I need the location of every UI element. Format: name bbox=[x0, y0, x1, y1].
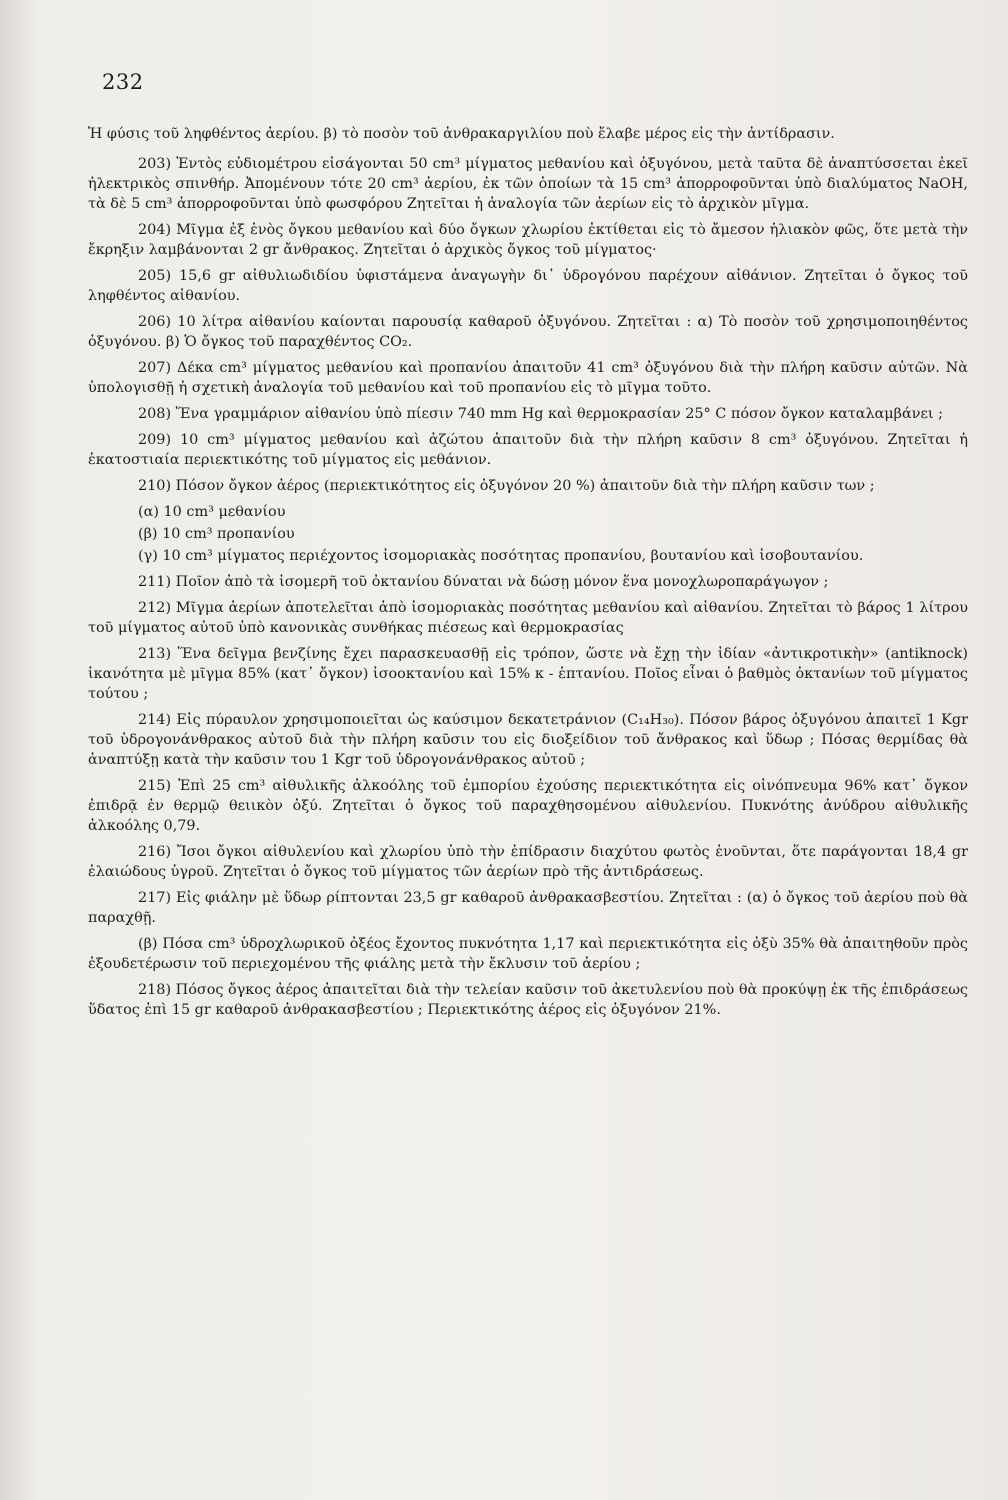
problem-210: 210) Πόσον ὄγκον ἀέρος (περιεκτικότητος εἰς ὀξυγόνον 20 %) ἀπαιτοῦν διὰ τὴν πλήρη καῦσιν των ; bbox=[138, 478, 875, 494]
problem-210-part-b: (β) 10 cm³ προπανίου bbox=[138, 526, 295, 542]
problem-204: 204) Μῖγμα ἐξ ἑνὸς ὄγκου μεθανίου καὶ δύο ὄγκων χλωρίου ἐκτίθεται εἰς τὸ ἄμεσον ἡλιακὸν φῶς, ὅτε μετὰ τὴν ἔκρηξιν λαμβάνονται 2 gr ἄνθρακος. Ζητεῖται ὁ ἀρχικὸς ὄγκος τοῦ μίγματος· bbox=[88, 222, 968, 258]
problem-212: 212) Μῖγμα ἀερίων ἀποτελεῖται ἀπὸ ἰσομοριακὰς ποσότητας μεθανίου καὶ αἰθανίου. Ζητεῖται τὸ βάρος 1 λίτρου τοῦ μίγματος αὐτοῦ ὑπὸ κανονικὰς συνθήκας πιέσεως καὶ θερμοκρασίας bbox=[88, 600, 968, 636]
problem-210-part-c: (γ) 10 cm³ μίγματος περιέχοντος ἰσομοριακὰς ποσότητας προπανίου, βουτανίου καὶ ἰσοβουτανίου. bbox=[138, 548, 864, 564]
problem-209: 209) 10 cm³ μίγματος μεθανίου καὶ ἀζώτου ἀπαιτοῦν διὰ τὴν πλήρη καῦσιν 8 cm³ ὀξυγόνου. Ζητεῖται ἡ ἑκατοστιαία περιεκτικότης τοῦ μίγματος εἰς μεθάνιον. bbox=[88, 432, 968, 468]
problem-213: 213) Ἕνα δεῖγμα βενζίνης ἔχει παρασκευασθῇ εἰς τρόπον, ὥστε νὰ ἔχῃ τὴν ἰδίαν «ἀντικροτικὴν» (antiknock) ἱκανότητα μὲ μῖγμα 85% (κατ᾽ ὄγκον) ἰσοοκτανίου καὶ 15% κ - ἑπτανίου. Ποῖος εἶναι ὁ βαθμὸς ὀκτανίων τοῦ μίγματος τούτου ; bbox=[88, 646, 968, 702]
page-number: 232 bbox=[102, 70, 144, 94]
problem-207: 207) Δέκα cm³ μίγματος μεθανίου καὶ προπανίου ἀπαιτοῦν 41 cm³ ὀξυγόνου διὰ τὴν πλήρη καῦσιν αὐτῶν. Νὰ ὑπολογισθῇ ἡ σχετικὴ ἀναλογία τοῦ μεθανίου καὶ τοῦ προπανίου εἰς τὸ μῖγμα τοῦτο. bbox=[88, 360, 968, 396]
problem-216: 216) Ἴσοι ὄγκοι αἰθυλενίου καὶ χλωρίου ὑπὸ τὴν ἐπίδρασιν διαχύτου φωτὸς ἑνοῦνται, ὅτε παράγονται 18,4 gr ἐλαιώδους ὑγροῦ. Ζητεῖται ὁ ὄγκος τοῦ μίγματος τῶν ἀερίων πρὸ τῆς ἀντιδράσεως. bbox=[88, 844, 968, 880]
problem-210-part-a: (α) 10 cm³ μεθανίου bbox=[138, 504, 286, 520]
problem-217-part-b: (β) Πόσα cm³ ὑδροχλωρικοῦ ὀξέος ἔχοντος πυκνότητα 1,17 καὶ περιεκτικότητα εἰς ὀξὺ 35% θὰ ἀπαιτηθοῦν πρὸς ἐξουδετέρωσιν τοῦ περιεχομένου τῆς φιάλης μετὰ τὴν ἔκλυσιν τοῦ ἀερίου ; bbox=[88, 936, 968, 972]
problem-214: 214) Εἰς πύραυλον χρησιμοποιεῖται ὡς καύσιμον δεκατετράνιον (C₁₄H₃₀). Πόσον βάρος ὀξυγόνου ἀπαιτεῖ 1 Kgr τοῦ ὑδρογονάνθρακος αὐτοῦ διὰ τὴν πλήρη καῦσιν του εἰς διοξείδιον τοῦ ἄνθρακος καὶ ὕδωρ ; Πόσας θερμίδας θὰ ἀναπτύξῃ κατὰ τὴν καῦσιν του 1 Kgr τοῦ ὑδρογονάνθρακος αὐτοῦ ; bbox=[88, 712, 968, 768]
problem-205: 205) 15,6 gr αἰθυλιωδιδίου ὑφιστάμενα ἀναγωγὴν δι᾽ ὑδρογόνου παρέχουν αἰθάνιον. Ζητεῖται ὁ ὄγκος τοῦ ληφθέντος αἰθανίου. bbox=[88, 268, 968, 304]
page-body bbox=[88, 124, 968, 1020]
problem-211: 211) Ποῖον ἀπὸ τὰ ἰσομερῆ τοῦ ὀκτανίου δύναται νὰ δώσῃ μόνον ἕνα μονοχλωροπαράγωγον ; bbox=[138, 574, 829, 590]
problem-215: 215) Ἐπὶ 25 cm³ αἰθυλικῆς ἀλκοόλης τοῦ ἐμπορίου ἐχούσης περιεκτικότητα εἰς οἰνόπνευμα 96% κατ᾽ ὄγκον ἐπιδρᾷ ἐν θερμῷ θειικὸν ὀξύ. Ζητεῖται ὁ ὄγκος τοῦ παραχθησομένου αἰθυλενίου. Πυκνότης ἀνύδρου αἰθυλικῆς ἀλκοόλης 0,79. bbox=[88, 778, 968, 834]
problem-206: 206) 10 λίτρα αἰθανίου καίονται παρουσίᾳ καθαροῦ ὀξυγόνου. Ζητεῖται : α) Τὸ ποσὸν τοῦ χρησιμοποιηθέντος ὀξυγόνου. β) Ὁ ὄγκος τοῦ παραχθέντος CO₂. bbox=[88, 314, 968, 350]
problem-218: 218) Πόσος ὄγκος ἀέρος ἀπαιτεῖται διὰ τὴν τελείαν καῦσιν τοῦ ἀκετυλενίου ποὺ θὰ προκύψῃ ἐκ τῆς ἐπιδράσεως ὕδατος ἐπὶ 15 gr καθαροῦ ἀνθρακασβεστίου ; Περιεκτικότης ἀέρος εἰς ὀξυγόνον 21%. bbox=[88, 982, 968, 1018]
paragraph-continuation: Ἡ φύσις τοῦ ληφθέντος ἀερίου. β) τὸ ποσὸν τοῦ ἀνθρακαργιλίου ποὺ ἔλαβε μέρος εἰς τὴν ἀντίδρασιν. bbox=[88, 126, 835, 142]
problem-208: 208) Ἕνα γραμμάριον αἰθανίου ὑπὸ πίεσιν 740 mm Hg καὶ θερμοκρασίαν 25° C πόσον ὄγκον καταλαμβάνει ; bbox=[138, 406, 943, 422]
problem-203: 203) Ἐντὸς εὐδιομέτρου εἰσάγονται 50 cm³ μίγματος μεθανίου καὶ ὀξυγόνου, μετὰ ταῦτα δὲ ἀναπτύσσεται ἐκεῖ ἠλεκτρικὸς σπινθήρ. Ἀπομένουν τότε 20 cm³ ἀερίου, ἐκ τῶν ὁποίων τὰ 15 cm³ ἀπορροφοῦνται ὑπὸ διαλύματος NaOH, τὰ δὲ 5 cm³ ἀπορροφοῦνται ὑπὸ φωσφόρου Ζητεῖται ἡ ἀναλογία τῶν ἀερίων εἰς τὸ ἀρχικὸν μῖγμα. bbox=[88, 156, 968, 212]
problem-217: 217) Εἰς φιάλην μὲ ὕδωρ ρίπτονται 23,5 gr καθαροῦ ἀνθρακασβεστίου. Ζητεῖται : (α) ὁ ὄγκος τοῦ ἀερίου ποὺ θὰ παραχθῇ. bbox=[88, 890, 968, 926]
